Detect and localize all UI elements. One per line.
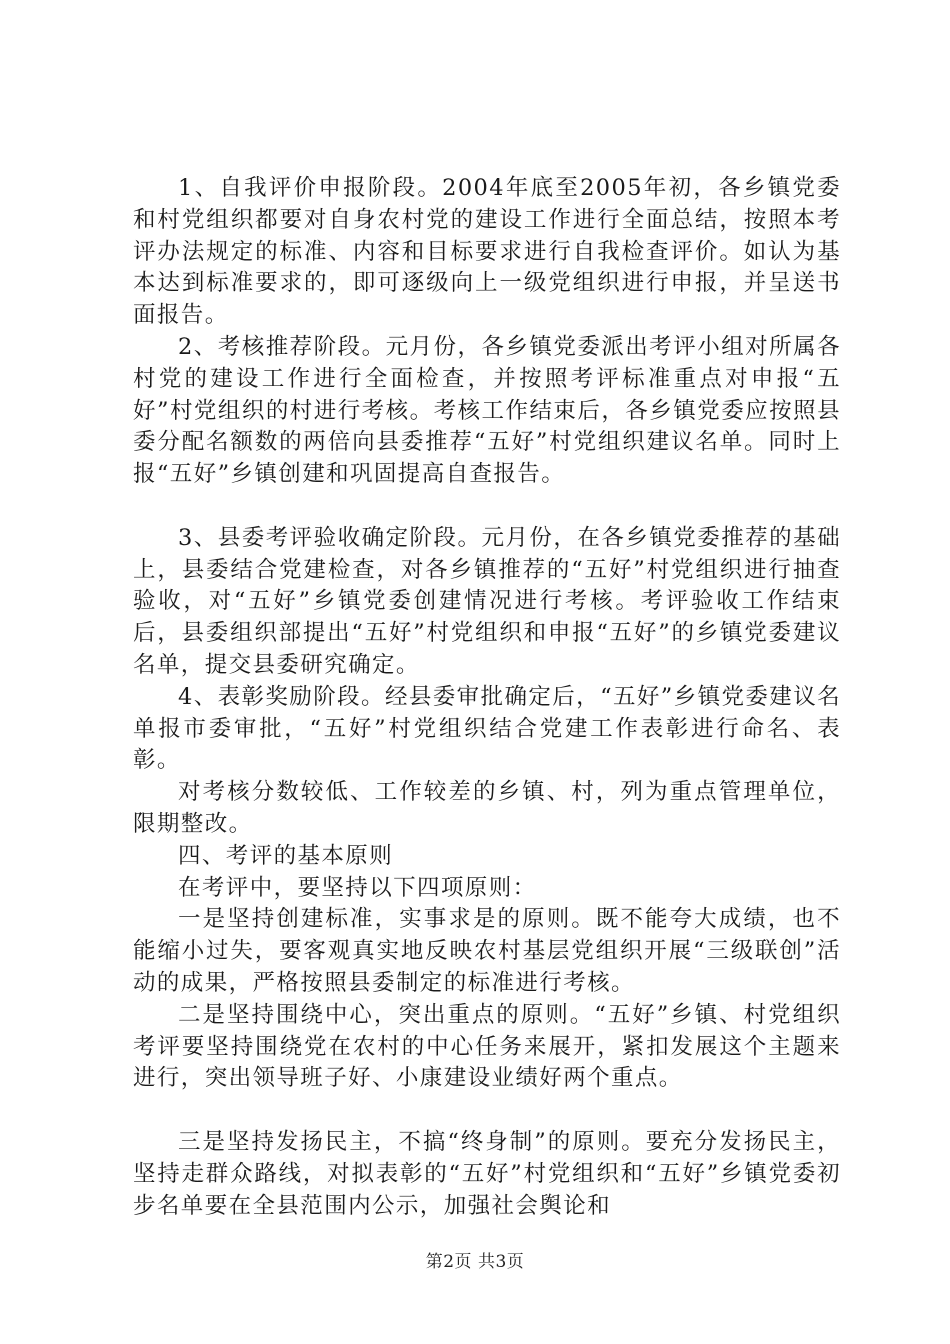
page-number: 第2页 共3页 <box>425 1252 525 1272</box>
section-heading-principles: 四、考评的基本原则 <box>178 842 394 869</box>
paragraph-stage-4: 4、表彰奖励阶段。经县委审批确定后，“五好”乡镇党委建议名单报市委审批，“五好”村党组织结合党建工作表彰进行命名、表彰。 <box>133 683 841 774</box>
paragraph-principles-intro: 在考评中，要坚持以下四项原则： <box>178 874 537 901</box>
paragraph-rectification: 对考核分数较低、工作较差的乡镇、村，列为重点管理单位，限期整改。 <box>133 779 841 837</box>
paragraph-stage-3: 3、县委考评验收确定阶段。元月份，在各乡镇党委推荐的基础上，县委结合党建检查，对各乡镇推荐的“五好”村党组织进行抽查验收，对“五好”乡镇党委创建情况进行考核。考评验收工作结束后，县委组织部提出“五好”村党组织和申报“五好”的乡镇党委建议名单，提交县委研究确定。 <box>133 524 841 678</box>
paragraph-principle-2: 二是坚持围绕中心，突出重点的原则。“五好”乡镇、村党组织考评要坚持围绕党在农村的中心任务来展开，紧扣发展这个主题来进行，突出领导班子好、小康建设业绩好两个重点。 <box>133 1001 841 1092</box>
paragraph-stage-1: 1、自我评价申报阶段。2004年底至2005年初，各乡镇党委和村党组织都要对自身农村党的建设工作进行全面总结，按照本考评办法规定的标准、内容和目标要求进行自我检查评价。如认为基本达到标准要求的，即可逐级向上一级党组织进行申报，并呈送书面报告。 <box>133 175 841 329</box>
paragraph-principle-3: 三是坚持发扬民主，不搞“终身制”的原则。要充分发扬民主，坚持走群众路线，对拟表彰的“五好”村党组织和“五好”乡镇党委初步名单要在全县范围内公示，加强社会舆论和 <box>133 1128 841 1219</box>
document-body <box>133 173 841 1222</box>
paragraph-stage-2: 2、考核推荐阶段。元月份，各乡镇党委派出考评小组对所属各村党的建设工作进行全面检查，并按照考评标准重点对申报“五好”村党组织的村进行考核。考核工作结束后，各乡镇党委应按照县委分配名额数的两倍向县委推荐“五好”村党组织建议名单。同时上报“五好”乡镇创建和巩固提高自查报告。 <box>133 333 841 488</box>
paragraph-principle-1: 一是坚持创建标准，实事求是的原则。既不能夸大成绩，也不能缩小过失，要客观真实地反映农村基层党组织开展“三级联创”活动的成果，严格按照县委制定的标准进行考核。 <box>133 906 841 996</box>
